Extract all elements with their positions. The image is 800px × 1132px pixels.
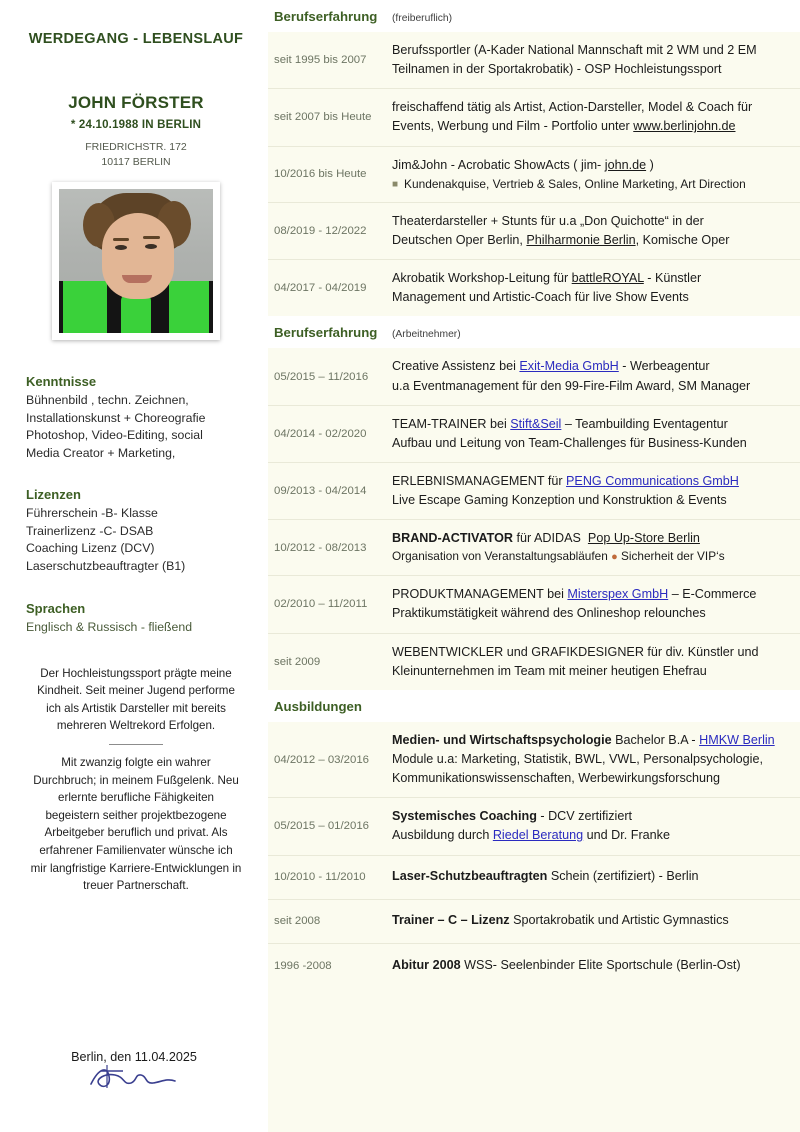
- row-date: 09/2013 - 04/2014: [274, 485, 367, 498]
- table-row: [268, 520, 800, 576]
- list-item: Englisch & Russisch - fließend: [26, 620, 193, 635]
- list-item: Führerschein -B- Klasse: [26, 506, 158, 521]
- person-birth: * 24.10.1988 IN BERLIN: [70, 119, 202, 131]
- section-subtitle: (freiberuflich): [392, 13, 453, 24]
- row-date: 04/2014 - 02/2020: [274, 427, 367, 440]
- section-heading: Berufserfahrung: [274, 325, 378, 341]
- row-body: [392, 798, 800, 854]
- row-line: Creative Assistenz bei Exit-Media GmbH - Werbeagentur: [392, 359, 710, 374]
- row-line: Deutschen Oper Berlin, Philharmonie Berlin, Komische Oper: [392, 232, 730, 247]
- row-body: [392, 900, 800, 943]
- sidebar-section-skills: [26, 374, 258, 462]
- list-item: Bühnenbild , techn. Zeichnen,: [26, 393, 189, 408]
- languages-heading: Sprachen: [26, 601, 86, 617]
- row-body: [392, 89, 800, 145]
- row-body: [392, 520, 800, 575]
- row-date: 10/2012 - 08/2013: [274, 541, 367, 554]
- link-philharmonie[interactable]: Philharmonie Berlin: [526, 232, 636, 247]
- row-line: Systemisches Coaching - DCV zertifiziert: [392, 809, 633, 824]
- sidebar: [0, 0, 268, 1132]
- row-date: seit 2009: [274, 655, 321, 668]
- section-header-freelance: [268, 0, 800, 32]
- row-date: 05/2015 – 01/2016: [274, 820, 370, 833]
- row-line: freischaffend tätig als Artist, Action-Darsteller, Model & Coach für: [392, 100, 753, 115]
- table-row: [268, 147, 800, 203]
- table-row: [268, 89, 800, 146]
- bullet-icon: ●: [611, 551, 618, 564]
- list-item: Installationskunst + Choreografie: [26, 410, 206, 425]
- section-rows-freelance: [268, 32, 800, 316]
- row-body: [392, 944, 800, 988]
- row-date: 10/2016 bis Heute: [274, 168, 367, 181]
- link-exit-media[interactable]: Exit-Media GmbH: [519, 359, 619, 374]
- bullet-icon: ■: [392, 178, 399, 190]
- skills-list: [26, 392, 258, 462]
- table-row: [268, 576, 800, 633]
- signature-place-date: Berlin, den 11.04.2025: [71, 1050, 197, 1064]
- section-rows-education: [268, 722, 800, 988]
- row-line: Module u.a: Marketing, Statistik, BWL, VWL, Personalpsychologie,: [392, 751, 763, 766]
- languages-list: [26, 619, 258, 636]
- row-body: [392, 576, 800, 632]
- link-popup-store[interactable]: Pop Up-Store Berlin: [587, 531, 700, 546]
- table-row: [268, 722, 800, 798]
- row-line: Management und Artistic-Coach für live Show Events: [392, 290, 689, 305]
- row-date: seit 1995 bis 2007: [274, 54, 367, 67]
- table-row: [268, 944, 800, 988]
- licenses-list: [26, 505, 258, 575]
- section-header-education: [268, 690, 800, 722]
- bio-divider: [109, 744, 163, 745]
- row-line: Medien- und Wirtschaftspsychologie Bachelor B.A - HMKW Berlin: [392, 732, 775, 747]
- row-date: seit 2008: [274, 915, 321, 928]
- row-body: [392, 348, 800, 404]
- row-line: TEAM-TRAINER bei Stift&Seil – Teambuilding Eventagentur: [392, 416, 728, 431]
- sidebar-section-languages: [26, 601, 258, 636]
- main-content: [268, 0, 800, 1132]
- list-item: Media Creator + Marketing,: [26, 445, 176, 460]
- row-line: PRODUKTMANAGEMENT bei Misterspex GmbH – E-Commerce: [392, 587, 757, 602]
- table-row: [268, 203, 800, 260]
- row-line: Events, Werbung und Film - Portfolio unter www.berlinjohn.de: [392, 119, 736, 134]
- link-hmkw[interactable]: HMKW Berlin: [699, 732, 775, 747]
- row-date: 1996 -2008: [274, 959, 332, 972]
- address-street: FRIEDRICHSTR. 172: [85, 141, 187, 153]
- row-date: 05/2015 – 11/2016: [274, 370, 369, 383]
- row-line: Akrobatik Workshop-Leitung für battleROYAL - Künstler: [392, 271, 702, 286]
- link-stift-seil[interactable]: Stift&Seil: [510, 416, 562, 431]
- row-date: 04/2012 – 03/2016: [274, 753, 370, 766]
- section-heading: Ausbildungen: [274, 698, 362, 714]
- row-line: Jim&John - Acrobatic ShowActs ( jim- john.de ): [392, 157, 654, 172]
- row-line: Live Escape Gaming Konzeption und Konstruktion & Events: [392, 493, 727, 508]
- row-body: [392, 32, 800, 88]
- row-body: [392, 406, 800, 462]
- address-city: 10117 BERLIN: [101, 156, 171, 169]
- row-bullet: [392, 175, 788, 193]
- page-title: WERDEGANG - LEBENSLAUF: [28, 31, 244, 47]
- row-line: Trainer – C – Lizenz Sportakrobatik und Artistic Gymnastics: [392, 913, 729, 928]
- row-line: Organisation von Veranstaltungsabläufen ● Sicherheit der VIP‘s: [392, 549, 725, 564]
- link-battleroyal[interactable]: battleROYAL: [571, 271, 644, 286]
- row-line: Berufssportler (A-Kader National Mannschaft mit 2 WM und 2 EM: [392, 43, 757, 57]
- row-date: 10/2010 - 11/2010: [274, 871, 366, 884]
- link-riedel[interactable]: Riedel Beratung: [492, 828, 584, 843]
- sidebar-section-licenses: [26, 487, 258, 575]
- person-address: [14, 140, 258, 170]
- row-body: [392, 856, 800, 899]
- row-line: BRAND-ACTIVATOR für ADIDAS Pop Up-Store Berlin: [392, 531, 700, 546]
- row-line: WEBENTWICKLER und GRAFIKDESIGNER für div. Künstler und: [392, 644, 759, 659]
- table-row: [268, 348, 800, 405]
- section-rows-employment: [268, 348, 800, 689]
- row-line: u.a Eventmanagement für den 99-Fire-Film Award, SM Manager: [392, 378, 751, 393]
- person-name: JOHN FÖRSTER: [68, 93, 204, 112]
- row-line: Theaterdarsteller + Stunts für u.a „Don Quichotte“ in der: [392, 213, 704, 228]
- row-body: [392, 634, 800, 690]
- row-line: Kundenakquise, Vertrieb & Sales, Online Marketing, Art Direction: [404, 176, 746, 191]
- table-row: [268, 634, 800, 690]
- row-date: 04/2017 - 04/2019: [274, 282, 367, 295]
- bio-paragraph-1: Der Hochleistungssport prägte meine Kindheit. Seit meiner Jugend performe ich als Artistik Darsteller mit bereits mehreren Weltrekord Erfolgen.: [37, 666, 235, 733]
- table-row: [268, 463, 800, 520]
- row-line: Teilnamen in der Sportakrobatik) - OSP Hochleistungssport: [392, 62, 722, 77]
- table-row: [268, 900, 800, 944]
- row-line: ERLEBNISMANAGEMENT für PENG Communications GmbH: [392, 473, 739, 488]
- signature-block: [0, 1050, 268, 1092]
- row-date: 08/2019 - 12/2022: [274, 224, 367, 237]
- link-portfolio[interactable]: www.berlinjohn.de: [633, 119, 736, 134]
- section-header-employment: [268, 316, 800, 348]
- section-heading: Berufserfahrung: [274, 9, 378, 24]
- list-item: Laserschutzbeauftragter (B1): [26, 558, 186, 573]
- signature-icon: [79, 1062, 189, 1092]
- row-body: [392, 203, 800, 259]
- table-row: [268, 406, 800, 463]
- row-date: 02/2010 – 11/2011: [274, 598, 368, 611]
- list-item: Photoshop, Video-Editing, social: [26, 428, 203, 443]
- row-date: seit 2007 bis Heute: [274, 111, 372, 124]
- bio-text: [30, 665, 242, 895]
- table-row: [268, 856, 800, 900]
- row-line: Aufbau und Leitung von Team-Challenges für Business-Kunden: [392, 435, 747, 450]
- row-body: [392, 260, 800, 316]
- table-row: [268, 260, 800, 316]
- avatar: [52, 182, 220, 340]
- link-misterspex[interactable]: Misterspex GmbH: [567, 587, 669, 602]
- table-row: [268, 798, 800, 855]
- row-line: Laser-Schutzbeauftragten Schein (zertifiziert) - Berlin: [392, 869, 699, 884]
- link-peng[interactable]: PENG Communications GmbH: [566, 473, 739, 488]
- row-line: Kleinunternehmen im Team mit meiner heutigen Ehefrau: [392, 663, 707, 678]
- licenses-heading: Lizenzen: [26, 487, 81, 503]
- row-line: Kommunikationswissenschaften, Werbewirkungsforschung: [392, 771, 721, 786]
- row-line: Ausbildung durch Riedel Beratung und Dr. Franke: [392, 828, 670, 843]
- list-item: Coaching Lizenz (DCV): [26, 541, 155, 556]
- row-line: Praktikumstätigkeit während des Onlineshop relounches: [392, 606, 706, 621]
- row-line: Abitur 2008 WSS- Seelenbinder Elite Sportschule (Berlin-Ost): [392, 957, 741, 972]
- list-item: Trainerlizenz -C- DSAB: [26, 523, 154, 538]
- bio-paragraph-2: Mit zwanzig folgte ein wahrer Durchbruch; in meinem Fußgelenk. Neu erlernte berufliche Fähigkeiten begeistern seither projektbezogene Arbeitgeber beruflich und privat. Als erfahrener Familienvater wünsche ich mir langfristige Karriere-Entwicklungen in treuer Partnerschaft.: [30, 755, 242, 893]
- row-body: [392, 147, 800, 202]
- row-body: [392, 463, 800, 519]
- skills-heading: Kenntnisse: [26, 374, 97, 390]
- row-body: [392, 722, 800, 797]
- section-subtitle: (Arbeitnehmer): [392, 329, 461, 341]
- portrait-photo: [59, 189, 213, 333]
- table-row: [268, 32, 800, 89]
- link-jimjohn[interactable]: john.de: [604, 157, 647, 172]
